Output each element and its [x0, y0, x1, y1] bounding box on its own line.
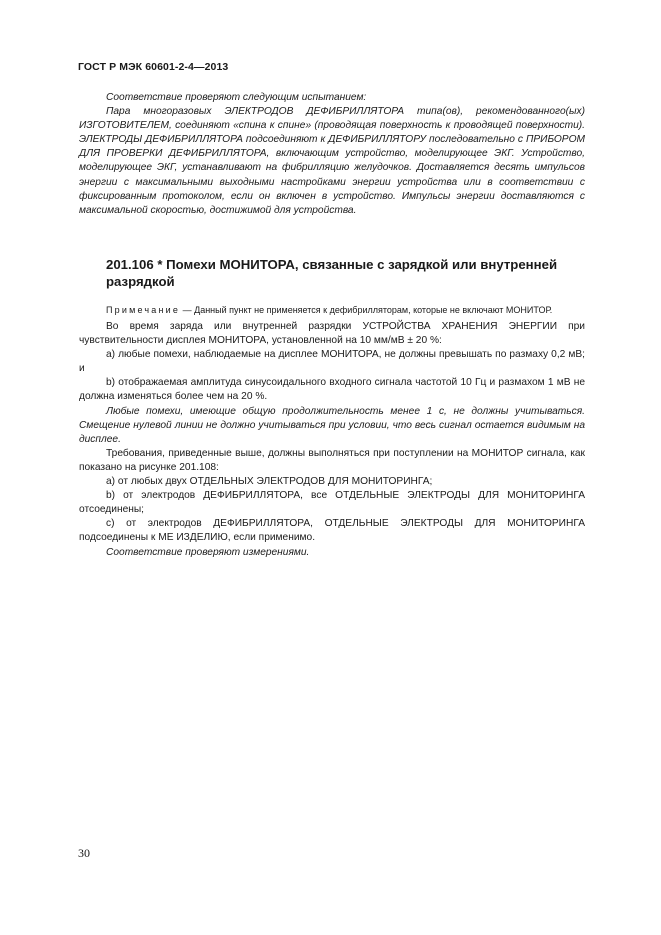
intro-block	[79, 91, 585, 218]
requirement-paragraph: Во время заряда или внутренней разрядки УСТРОЙСТВА ХРАНЕНИЯ ЭНЕРГИИ при чувствительности дисплея МОНИТОРА, установленной на 10 мм/мВ ± 20 %:	[79, 321, 585, 347]
compliance-intro: Соответствие проверяют следующим испытанием:	[106, 92, 367, 103]
note-label: Примечание	[106, 305, 181, 315]
signal-source-item-c: c) от электродов ДЕФИБРИЛЛЯТОРА, ОТДЕЛЬНЫЕ ЭЛЕКТРОДЫ ДЛЯ МОНИТОРИНГА подсоединены к МЕ ИЗДЕЛИЮ, если применимо.	[79, 518, 585, 544]
requirements-block	[79, 320, 585, 560]
italic-exception-paragraph: Любые помехи, имеющие общую продолжительность менее 1 с, не должны учитываться. Смещение нулевой линии не должно учитываться при условии, что весь сигнал остается видимым на дисплее.	[79, 405, 585, 445]
signal-source-item-b: b) от электродов ДЕФИБРИЛЛЯТОРА, все ОТДЕЛЬНЫЕ ЭЛЕКТРОДЫ ДЛЯ МОНИТОРИНГА отсоединены;	[79, 490, 585, 516]
compliance-measurement: Соответствие проверяют измерениями.	[106, 546, 310, 558]
signal-source-item-a: a) от любых двух ОТДЕЛЬНЫХ ЭЛЕКТРОДОВ ДЛЯ МОНИТОРИНГА;	[106, 476, 433, 488]
signal-requirement-paragraph: Требования, приведенные выше, должны выполняться при поступлении на МОНИТОР сигнала, как показано на рисунке 201.108:	[79, 447, 585, 473]
requirement-item-b: b) отображаемая амплитуда синусоидального входного сигнала частотой 10 Гц и размахом 1 мВ не должна изменяться более чем на 20 %.	[79, 377, 585, 403]
note-text: — Данный пункт не применяется к дефибрилляторам, которые не включают МОНИТОР.	[180, 305, 553, 315]
test-procedure-paragraph: Пара многоразовых ЭЛЕКТРОДОВ ДЕФИБРИЛЛЯТОРА типа(ов), рекомендованного(ых) ИЗГОТОВИТЕЛЕМ, соединяют «спина к спине» (проводящая поверхность к проводящей поверхности). ЭЛЕКТРОДЫ ДЕФИБРИЛЛЯТОРА подсоединяют к ДЕФИБРИЛЛЯТОРУ последовательно с ПРИБОРОМ ДЛЯ ПРОВЕРКИ ДЕФИБРИЛЛЯТОРА, включающим устройство, моделирующее ЭКГ. Устройство, моделирующее ЭКГ, устанавливают на фибрилляцию желудочков. Доставляется десять импульсов энергии с максимальными выходными настройками энергии устройства или в соответствии с фиксированным протоколом, если он включен в устройство. Импульсы энергии доставляются с максимальной скоростью, достижимой для устройства.	[79, 106, 585, 216]
section-heading-201-106: 201.106 * Помехи МОНИТОРА, связанные с зарядкой или внутренней разрядкой	[106, 257, 558, 289]
page-number: 30	[78, 846, 90, 860]
note-line	[106, 304, 606, 316]
document-header-title: ГОСТ Р МЭК 60601-2-4—2013	[78, 61, 229, 73]
requirement-item-a: a) любые помехи, наблюдаемые на дисплее МОНИТОРА, не должны превышать по размаху 0,2 мВ; и	[79, 349, 585, 375]
